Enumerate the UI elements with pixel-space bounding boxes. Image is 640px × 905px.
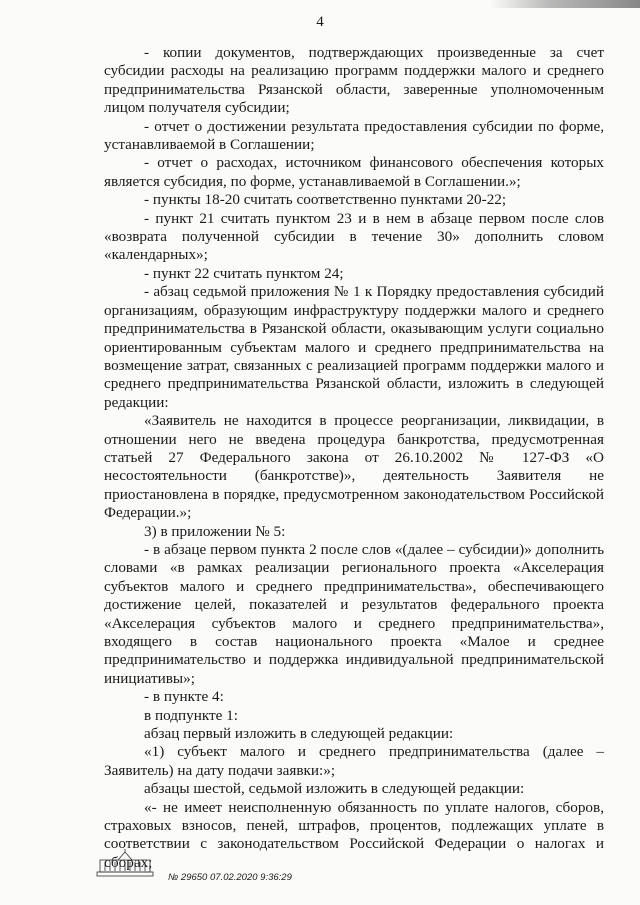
paragraph: - абзац седьмой приложения № 1 к Порядку предоставления субсидий организациям, образующим инфраструктуру поддержки малого и среднего предпринимательства в Рязанской области, оказывающим услуги социально ориентированным субъектам малого и среднего предпринимательства на возмещение затрат, связанных с реализацией программ поддержки малого и среднего предпринимательства Рязанской области, изложить в следующей редакции:: [104, 283, 604, 411]
paragraph: абзац первый изложить в следующей редакции:: [144, 725, 454, 743]
document-body: [104, 44, 604, 872]
paragraph: «Заявитель не находится в процессе реорганизации, ликвидации, в отношении него не введена процедура банкротства, предусмотренная статьей 27 Федерального закона от 26.10.2002 № 127-ФЗ «О несостоятельности (банкротстве)», деятельность Заявителя не приостановлена в порядке, предусмотренном законодательством Российской Федерации.»;: [104, 412, 604, 522]
paragraph: в подпункте 1:: [144, 706, 238, 724]
paragraph: - в пункте 4:: [144, 688, 224, 706]
paragraph: - пункты 18-20 считать соответственно пунктами 20-22;: [144, 191, 507, 209]
paragraph: «- не имеет неисполненную обязанность по уплате налогов, сборов, страховых взносов, пеней, штрафов, процентов, подлежащих уплате в соответствии с законодательством Российской Федерации о налогах и сборах;: [104, 798, 604, 871]
paragraph: абзацы шестой, седьмой изложить в следующей редакции:: [144, 780, 525, 798]
paragraph: 3) в приложении № 5:: [144, 522, 286, 540]
paragraph: - в абзаце первом пункта 2 после слов «(далее – субсидии)» дополнить словами «в рамках реализации регионального проекта «Акселерация субъектов малого и среднего предпринимательства», обеспечивающего достижение целей, показателей и результатов федерального проекта «Акселерация субъектов малого и среднего предпринимательства», входящего в состав национального проекта «Малое и среднее предпринимательство и поддержка индивидуальной предпринимательской инициативы»;: [104, 540, 604, 687]
paragraph: - копии документов, подтверждающих произведенные за счет субсидии расходы на реализацию программ поддержки малого и среднего предпринимательства Рязанской области, заверенные уполномоченным лицом получателя субсидии;: [104, 44, 604, 117]
paragraph: - пункт 21 считать пунктом 23 и в нем в абзаце первом после слов «возврата полученной субсидии в течение 30» дополнить словом «календарных»;: [104, 209, 604, 264]
building-logo-icon: [96, 848, 154, 878]
paragraph: - отчет о достижении результата предоставления субсидии по форме, устанавливаемой в Соглашении;: [104, 117, 604, 154]
footer: [96, 846, 396, 886]
document-registration-number: № 29650 07.02.2020 9:36:29: [168, 872, 292, 883]
paragraph: «1) субъект малого и среднего предпринимательства (далее – Заявитель) на дату подачи заявки:»;: [104, 743, 604, 779]
paragraph: - пункт 22 считать пунктом 24;: [144, 264, 344, 282]
scan-edge-mark: [490, 0, 640, 8]
page-number: 4: [316, 14, 324, 30]
paragraph: - отчет о расходах, источником финансового обеспечения которых является субсидия, по форме, устанавливаемой в Соглашении.»;: [104, 154, 604, 190]
